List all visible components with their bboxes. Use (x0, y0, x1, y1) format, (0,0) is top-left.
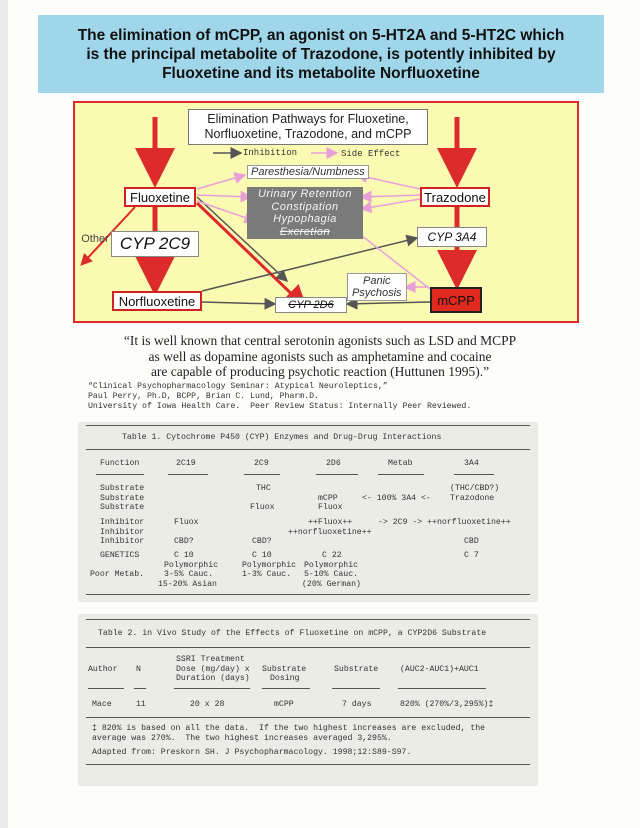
trazodone-node: Trazodone (420, 187, 490, 207)
side-effect-hypophagia: Hypophagia (273, 213, 337, 225)
table1-row-label: Inhibitor (100, 527, 145, 537)
table1-underline (316, 474, 358, 475)
table1-cell: THC (256, 484, 271, 493)
table1-cell: C 7 (464, 551, 479, 560)
table2-header-auc: (AUC2-AUC1)+AUC1 (400, 664, 479, 674)
table1-cell: mCPP (318, 493, 338, 503)
table1-header-2d6: 2D6 (326, 459, 341, 468)
table2-underline (262, 688, 310, 689)
side-effect-trazodone-constipation (361, 199, 420, 209)
table1-row-label: Inhibitor (100, 537, 145, 547)
table2-footnote-2: average was 270%. The two highest increases averaged 3,295%. (92, 733, 392, 743)
legend-side-effect-label: Side Effect (341, 149, 401, 159)
side-effects-box (247, 187, 363, 239)
table1-underline (244, 474, 280, 475)
table2-header-dosing-1: Substrate (262, 664, 307, 674)
table2-top-rule (86, 619, 530, 620)
table1-cell: Trazodone (450, 493, 495, 503)
quote-line-3: are capable of producing psychotic reaction (Huttunen 1995).” (150, 364, 490, 379)
banner-line-1: The elimination of mCPP, an agonist on 5-HT2A and 5-HT2C which (77, 26, 565, 44)
banner-line-3: Fluoxetine and its metabolite Norfluoxetine (162, 64, 480, 82)
side-effect-fluox-urinary (197, 195, 251, 197)
table2-cell-author: Mace (92, 700, 112, 709)
diagram-title (188, 109, 428, 145)
table1-row-label: Substrate (100, 503, 145, 513)
serotonin-quote (70, 333, 570, 380)
table1-cell: <- 100% 3A4 <- (362, 493, 431, 503)
table1-poor-2c19-2: 3-5% Cauc. (164, 570, 214, 580)
table2-cell-n: 11 (136, 700, 146, 709)
table1-underline (96, 474, 144, 475)
table2-header-author: Author (88, 664, 118, 674)
table2-header-dosing-2: Dosing (270, 674, 300, 684)
norfluoxetine-node: Norfluoxetine (112, 291, 202, 311)
table1-cell: Fluox (174, 518, 199, 527)
table1-underline (378, 474, 424, 475)
side-effect-constipation: Constipation (271, 200, 339, 213)
mcpp-node: mCPP (430, 287, 482, 313)
arrow-mcpp-to-cyp2d6 (347, 302, 430, 304)
table2-bottom-rule (86, 764, 530, 765)
table1-bottom-rule (86, 594, 530, 595)
side-effect-trazodone-urinary (361, 195, 420, 197)
table1-poor-2c19-3: 15-20% Asian (158, 579, 217, 589)
side-effect-urinary-retention: Urinary Retention (257, 188, 353, 200)
table2-header-ssri-3: Duration (days) (176, 674, 250, 684)
table2-footnote-1: ‡ 820% is based on all the data. If the two highest increases are excluded, the (92, 724, 486, 733)
table1-header-2c9: 2C9 (254, 459, 269, 468)
table1-cell: ++Fluox++ (308, 518, 353, 527)
table1-row-label: GENETICS (100, 551, 140, 560)
table1-poor-2d6-3: (20% German) (302, 579, 361, 589)
table1-poor-metab-label: Poor Metab. (90, 570, 145, 580)
table2-underline (88, 688, 124, 689)
page-edge-shadow (0, 0, 8, 828)
quote-line-1: “It is well known that central serotonin agonists such as LSD and MCPP (123, 333, 517, 348)
table1-cell: ++norfluoxetine++ (288, 527, 372, 537)
table1-underline (454, 474, 494, 475)
table2-underline (332, 688, 380, 689)
table1-underline (168, 474, 208, 475)
table1-header-3a4: 3A4 (464, 459, 479, 468)
table1-cell: -> 2C9 -> ++norfluoxetine++ (378, 518, 511, 527)
table1-cell: CBD (464, 537, 479, 547)
paresthesia-label: Paresthesia/Numbness (247, 165, 369, 179)
table2-caption-rule (86, 647, 530, 648)
table1-poor-2c9-2: 1-3% Cauc. (242, 570, 292, 580)
table2-underline (174, 688, 250, 689)
table1-poor-2d6-1: Polymorphic (304, 560, 359, 570)
legend-inhibition-label: Inhibition (243, 148, 298, 158)
side-effect-fluox-paresthesia (197, 175, 245, 189)
psychosis-label: Psychosis (352, 287, 402, 299)
table2-cell-auc: 820% (270%/3,295%)‡ (400, 700, 494, 709)
citation (88, 382, 471, 412)
table2-underline (134, 688, 146, 689)
elimination-pathways-diagram (73, 101, 579, 323)
table1-cell: Fluox (318, 503, 343, 513)
table1-caption: Table 1. Cytochrome P450 (CYP) Enzymes and Drug-Drug Interactions (122, 433, 442, 442)
table1-cell: C 10 (174, 551, 194, 560)
side-effect-excretion: Excretion (279, 225, 331, 238)
quote-line-2: as well as dopamine agonists such as amphetamine and cocaine (148, 348, 492, 364)
citation-line-2: Paul Perry, Ph.D, BCPP, Brian C. Lund, Pharm.D. (88, 392, 319, 401)
table2-caption: Table 2. in Vivo Study of the Effects of Fluoxetine on mCPP, a CYP2D6 Substrate (98, 629, 487, 638)
table2-cell-ssri: 20 x 28 (190, 700, 225, 709)
table1-header-metab: Metab (388, 459, 413, 468)
table1-row-label: Inhibitor (100, 518, 145, 527)
table2-cell-dosing: mCPP (274, 700, 294, 709)
table1-header-2c19: 2C19 (176, 459, 196, 468)
table2-header-ssri-2: Dose (mg/day) x (176, 664, 250, 674)
panic-label: Panic (363, 275, 391, 287)
panic-psychosis-label (347, 273, 407, 301)
cyp2c9-node: CYP 2C9 (111, 231, 199, 257)
fluoxetine-node: Fluoxetine (124, 187, 196, 207)
other-label: Other (81, 233, 109, 245)
table1-cell: CBD? (174, 537, 194, 547)
arrow-norfluoxetine-inhibits-2d6 (202, 302, 275, 304)
table2-underline (398, 688, 486, 689)
table2-cell-substrate: 7 days (342, 700, 372, 709)
banner-line-2: is the principal metabolite of Trazodone, is potently inhibited by (86, 45, 556, 63)
table1-row-label: Substrate (100, 493, 145, 503)
table2-row-rule (86, 717, 530, 718)
cyp3a4-node: CYP 3A4 (417, 227, 487, 247)
table1-cell: (THC/CBD?) (450, 484, 500, 493)
table1-cell: C 10 (252, 551, 272, 560)
table1-poor-2d6-2: 5-10% Cauc. (304, 570, 359, 580)
table-1 (78, 422, 538, 602)
table1-cell: Fluox (250, 503, 275, 513)
table2-adapted-from: Adapted from: Preskorn SH. J Psychopharmacology. 1998;12:S89-S97. (92, 748, 412, 757)
table1-cell: C 22 (322, 551, 342, 560)
table1-poor-2c19-1: Polymorphic (164, 560, 219, 570)
diagram-title-line-1: Elimination Pathways for Fluoxetine, (207, 112, 409, 126)
table2-header-n: N (136, 664, 141, 674)
title-banner (38, 15, 604, 93)
table2-header-ssri-1: SSRI Treatment (176, 655, 245, 664)
table-2 (78, 614, 538, 786)
table1-caption-rule (86, 449, 530, 450)
citation-line-3: University of Iowa Health Care. Peer Review Status: Internally Peer Reviewed. (88, 402, 472, 411)
citation-line-1: “Clinical Psychopharmacology Seminar: Atypical Neuroleptics,” (88, 382, 388, 391)
cyp2d6-node: CYP 2D6 (275, 297, 347, 313)
table1-row-label: Substrate (100, 484, 145, 493)
diagram-title-line-2: Norfluoxetine, Trazodone, and mCPP (204, 127, 412, 141)
table1-cell: CBD? (252, 537, 272, 547)
table1-top-rule (86, 425, 530, 426)
table2-header-substrate: Substrate (334, 664, 379, 674)
table1-header-function: Function (100, 459, 140, 468)
table1-poor-2c9-1: Polymorphic (242, 560, 297, 570)
